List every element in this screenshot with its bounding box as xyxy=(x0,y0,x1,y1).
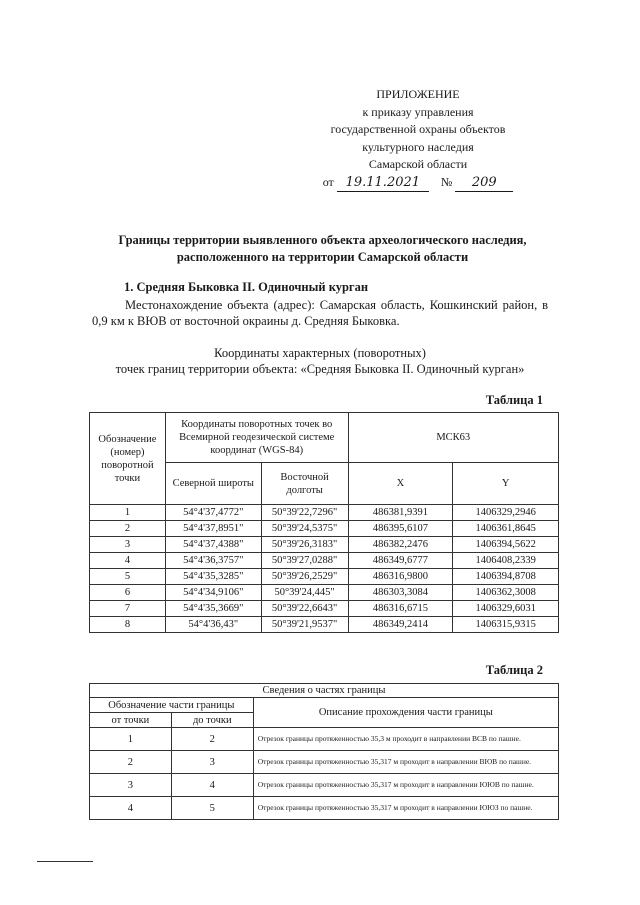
cell-desc: Отрезок границы протяженностью 35,317 м проходит в направлении ЮЮВ по пашне. xyxy=(253,774,558,797)
table-row xyxy=(90,569,559,585)
number-prefix: № xyxy=(440,174,453,189)
cell-to: 2 xyxy=(171,728,253,751)
table-row xyxy=(90,751,559,774)
appendix-line: культурного наследия xyxy=(362,139,474,154)
table-row xyxy=(90,774,559,797)
appendix-block xyxy=(318,86,518,192)
header-to: до точки xyxy=(171,713,253,728)
cell-y: 1406329,2946 xyxy=(453,505,559,521)
cell-n: 8 xyxy=(90,617,166,633)
cell-x: 486381,9391 xyxy=(348,505,453,521)
cell-lon: 50°39'24,5375" xyxy=(261,521,348,537)
title-line-2: расположенного на территории Самарской области xyxy=(176,250,469,264)
header-designation: Обозначение части границы xyxy=(90,698,254,713)
cell-x: 486349,6777 xyxy=(348,553,453,569)
table-row xyxy=(90,728,559,751)
cell-x: 486316,6715 xyxy=(348,601,453,617)
cell-lat: 54°4'37,4772" xyxy=(165,505,261,521)
cell-lon: 50°39'22,7296" xyxy=(261,505,348,521)
table-row xyxy=(90,797,559,820)
header-description: Описание прохождения части границы xyxy=(253,698,558,728)
header-lat: Северной широты xyxy=(165,463,261,505)
cell-to: 5 xyxy=(171,797,253,820)
table-row xyxy=(90,585,559,601)
cell-lon: 50°39'26,2529" xyxy=(261,569,348,585)
header-y: Y xyxy=(453,463,559,505)
cell-lat: 54°4'37,4388" xyxy=(165,537,261,553)
cell-n: 1 xyxy=(90,505,166,521)
cell-x: 486349,2414 xyxy=(348,617,453,633)
cell-y: 1406408,2339 xyxy=(453,553,559,569)
cell-y: 1406394,5622 xyxy=(453,537,559,553)
cell-from: 2 xyxy=(90,751,172,774)
cell-from: 1 xyxy=(90,728,172,751)
coordinates-table xyxy=(89,412,559,633)
cell-y: 1406315,9315 xyxy=(453,617,559,633)
title-line-1: Границы территории выявленного объекта археологического наследия, xyxy=(118,233,527,247)
header-wgs: Координаты поворотных точек во Всемирной геодезической системе координат (WGS-84) xyxy=(165,413,348,463)
header-x: X xyxy=(348,463,453,505)
cell-x: 486303,3084 xyxy=(348,585,453,601)
cell-lat: 54°4'34,9106" xyxy=(165,585,261,601)
appendix-line: государственной охраны объектов xyxy=(330,122,506,136)
location-paragraph: Местонахождение объекта (адрес): Самарская область, Кошкинский район, в 0,9 км к ВЮВ от восточной окраины д. Средняя Быковка. xyxy=(92,298,548,328)
section-heading: 1. Средняя Быковка II. Одиночный курган xyxy=(124,280,369,294)
cell-n: 6 xyxy=(90,585,166,601)
cell-lat: 54°4'35,3669" xyxy=(165,601,261,617)
cell-lon: 50°39'21,9537" xyxy=(261,617,348,633)
cell-n: 2 xyxy=(90,521,166,537)
table-row xyxy=(90,553,559,569)
cell-to: 4 xyxy=(171,774,253,797)
appendix-line: к приказу управления xyxy=(362,104,474,119)
cell-n: 4 xyxy=(90,553,166,569)
cell-x: 486316,9800 xyxy=(348,569,453,585)
cell-y: 1406394,8708 xyxy=(453,569,559,585)
cell-n: 3 xyxy=(90,537,166,553)
cell-from: 4 xyxy=(90,797,172,820)
cell-lat: 54°4'36,3757" xyxy=(165,553,261,569)
table2-title: Сведения о частях границы xyxy=(90,684,559,698)
table2-label: Таблица 2 xyxy=(485,663,543,677)
cell-x: 486395,6107 xyxy=(348,521,453,537)
appendix-date-line xyxy=(318,174,518,193)
cell-from: 3 xyxy=(90,774,172,797)
coordinates-caption xyxy=(92,345,548,377)
cell-lon: 50°39'22,6643" xyxy=(261,601,348,617)
cell-x: 486382,2476 xyxy=(348,537,453,553)
cell-desc: Отрезок границы протяженностью 35,317 м проходит в направлении ВЮВ по пашне. xyxy=(253,751,558,774)
table-row xyxy=(90,521,559,537)
cell-lat: 54°4'37,8951" xyxy=(165,521,261,537)
header-lon: Восточной долготы xyxy=(261,463,348,505)
caption-line-1: Координаты характерных (поворотных) xyxy=(214,346,426,360)
cell-n: 5 xyxy=(90,569,166,585)
table-row xyxy=(90,505,559,521)
footer-rule xyxy=(37,861,93,862)
appendix-title: ПРИЛОЖЕНИЕ xyxy=(376,87,460,101)
cell-n: 7 xyxy=(90,601,166,617)
header-from: от точки xyxy=(90,713,172,728)
cell-y: 1406329,6031 xyxy=(453,601,559,617)
cell-y: 1406362,3008 xyxy=(453,585,559,601)
cell-y: 1406361,8645 xyxy=(453,521,559,537)
cell-lon: 50°39'24,445" xyxy=(261,585,348,601)
header-msk: МСК63 xyxy=(348,413,558,463)
table1-label: Таблица 1 xyxy=(485,393,543,407)
cell-lon: 50°39'26,3183" xyxy=(261,537,348,553)
table-row xyxy=(90,617,559,633)
table-row xyxy=(90,537,559,553)
cell-to: 3 xyxy=(171,751,253,774)
boundary-parts-table xyxy=(89,683,559,820)
cell-desc: Отрезок границы протяженностью 35,317 м проходит в направлении ЮЮЗ по пашне. xyxy=(253,797,558,820)
caption-line-2: точек границ территории объекта: «Средняя Быковка II. Одиночный курган» xyxy=(115,362,525,376)
date-value: 19.11.2021 xyxy=(337,174,429,193)
document-title xyxy=(70,232,575,266)
cell-lat: 54°4'36,43" xyxy=(165,617,261,633)
table-row xyxy=(90,601,559,617)
cell-desc: Отрезок границы протяженностью 35,3 м проходит в направлении ВСВ по пашне. xyxy=(253,728,558,751)
cell-lat: 54°4'35,3285" xyxy=(165,569,261,585)
cell-lon: 50°39'27,0288" xyxy=(261,553,348,569)
appendix-line: Самарской области xyxy=(368,157,468,171)
date-prefix: от xyxy=(322,174,334,189)
number-value: 209 xyxy=(455,174,513,193)
header-point: Обозначение (номер) поворотной точки xyxy=(90,413,166,505)
